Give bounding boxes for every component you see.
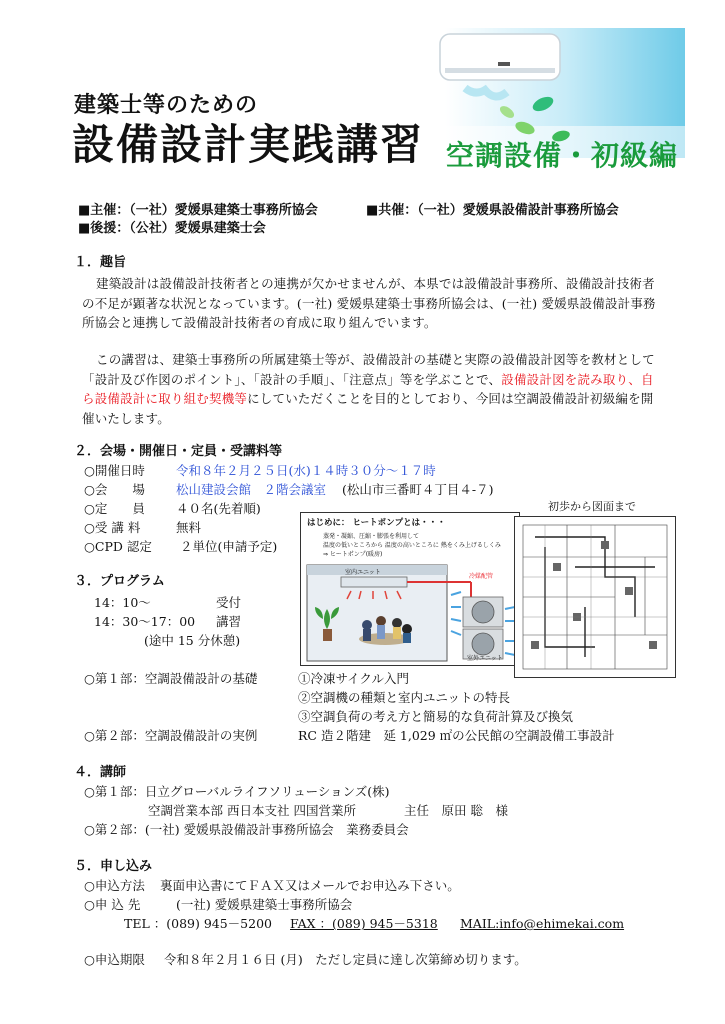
cohost-organizer: ■共催：（一社）愛媛県設備設計事務所協会 xyxy=(366,203,619,218)
tel-number: TEL ：(089) 945－5200 xyxy=(124,916,272,931)
floor-plan-drawing xyxy=(514,516,676,678)
part1-item-1: ①冷凍サイクル入門 xyxy=(298,671,410,686)
destination-label: ○申 込 先 xyxy=(84,897,141,912)
section-heading-lecturer: ４．講師 xyxy=(74,765,127,780)
figure-caption: 初歩から図面まで xyxy=(548,500,636,513)
lecturer-part2: ○第２部：(一社) 愛媛県設備設計事務所協会 業務委員会 xyxy=(84,822,409,837)
purpose-paragraph-1 xyxy=(82,274,660,333)
lecturer-part1-dept: 空調営業本部 西日本支社 四国営業所 xyxy=(148,803,356,818)
program-time-2: 14：30～17：00 xyxy=(94,614,196,629)
method-value: 裏面申込書にてＦＡＸ又はメールでお申込み下さい。 xyxy=(160,878,460,893)
venue-label: ○会 場 xyxy=(84,482,145,497)
heatpump-desc-1: 蒸発・凝縮、圧縮・膨張を利用して xyxy=(323,533,420,540)
section-heading-application: ５．申し込み xyxy=(74,859,153,874)
section-heading-program: ３．プログラム xyxy=(74,574,165,589)
purpose-paragraph-2 xyxy=(82,350,660,428)
heatpump-diagram xyxy=(300,512,520,666)
course-title: 空調設備・初級編 xyxy=(446,139,679,172)
part1-item-2: ②空調機の種類と室内ユニットの特長 xyxy=(298,690,511,705)
section-heading-purpose: １．趣旨 xyxy=(74,255,127,270)
email-link[interactable]: MAIL:info@ehimekai.com xyxy=(460,916,625,931)
part1-label: ○第１部：空調設備設計の基礎 xyxy=(84,671,258,686)
purpose-text-1: 建築設計は設備設計技術者との連携が欠かせませんが、本県では設備設計事務所、設備設計技術者の不足が顕著な状況となっています。(一社) 愛媛県建築士事務所協会は、(一社) 愛媛県設備設計事務所協会と連携して設備設計技術者の育成に取り組んでいます。 xyxy=(82,276,656,330)
host-organizer: ■主催：（一社）愛媛県建築士事務所協会 xyxy=(78,203,318,218)
indoor-unit-label: 室内ユニット xyxy=(345,569,381,576)
fax-number: FAX ：(089) 945－5318 xyxy=(290,916,438,931)
venue-value: 松山建設会館 ２階会議室 xyxy=(176,482,327,497)
cpd-value: ２単位(申請予定) xyxy=(180,539,278,554)
purpose-highlight: 設備設計図を読み取り、自ら設備設計に取り組む契機等 xyxy=(82,371,654,406)
venue-address: (松山市三番町４丁目４-７) xyxy=(342,482,494,497)
date-value: 令和８年２月２５日(水)１４時３０分～１７時 xyxy=(176,463,436,478)
fee-label: ○受 講 料 xyxy=(84,520,141,535)
part2-desc: RC 造２階建 延 1,029 ㎡の公民館の空調設備工事設計 xyxy=(298,728,615,743)
cpd-label: ○CPD 認定 xyxy=(84,539,152,554)
fee-value: 無料 xyxy=(176,520,202,535)
part1-item-3: ③空調負荷の考え方と簡易的な負荷計算及び換気 xyxy=(298,709,574,724)
page-subtitle: 建築士等のための xyxy=(74,93,259,118)
heatpump-title: はじめに： ヒートポンプとは・・・ xyxy=(307,518,446,528)
deadline-value: 令和８年２月１６日 (月) ただし定員に達し次第締め切ります。 xyxy=(164,952,527,967)
program-item-1: 受付 xyxy=(216,595,242,610)
part2-label: ○第２部：空調設備設計の実例 xyxy=(84,728,258,743)
capacity-value: ４０名(先着順) xyxy=(176,501,261,516)
date-label: ○開催日時 xyxy=(84,463,145,478)
method-label: ○申込方法 xyxy=(84,878,145,893)
program-item-2: 講習 xyxy=(216,614,242,629)
refrigerant-pipe-label: 冷媒配管 xyxy=(469,573,494,580)
program-time-1: 14：10～ xyxy=(94,595,151,610)
lecturer-part1: ○第１部：日立グローバルライフソリューションズ(株) xyxy=(84,784,390,799)
purpose-text-2a: この講習は、建築士事務所の所属建築士等が、設備設計の基礎と実際の設備設計図等を教材として「設計及び作図のポイント」、「設計の手順」、「注意点」等を学ぶことで、 xyxy=(82,352,655,387)
destination-value: (一社) 愛媛県建築士事務所協会 xyxy=(176,897,353,912)
section-heading-venue: ２．会場・開催日・定員・受講料等 xyxy=(74,444,283,459)
support-organizer: ■後援：（公社）愛媛県建築士会 xyxy=(78,221,266,236)
page-title: 設備設計実践講習 xyxy=(72,120,425,169)
capacity-label: ○定 員 xyxy=(84,501,145,516)
heatpump-desc-2: 温度の低いところから 温度の高いところに 熱をくみ上げるしくみ xyxy=(323,542,501,549)
lecturer-part1-person: 主任 原田 聡 様 xyxy=(404,803,508,818)
heatpump-desc-3: ⇒ ヒートポンプ(暖房) xyxy=(323,551,383,558)
program-break-note: (途中 15 分休憩) xyxy=(144,633,241,648)
deadline-label: ○申込期限 xyxy=(84,952,145,967)
purpose-text-2b: にしていただくことを目的としており、今回は空調設備設計初級編を開催いたします。 xyxy=(82,391,654,426)
outdoor-unit-label: 室外ユニット xyxy=(467,655,503,662)
